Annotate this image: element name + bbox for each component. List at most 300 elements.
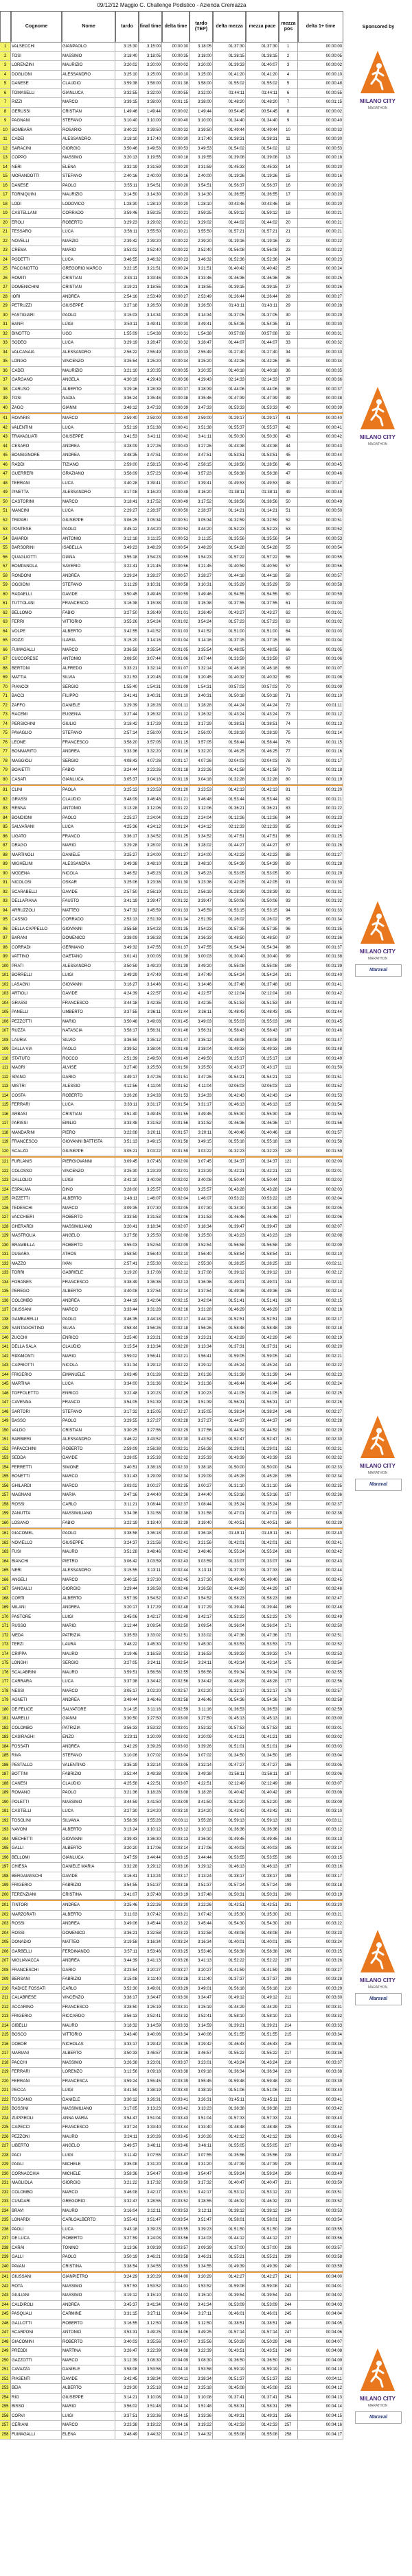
cell-t5: 01:49:12 — [213, 1994, 246, 2003]
cell-t7: 247 — [279, 2328, 298, 2338]
table-row — [0, 311, 343, 321]
cell-t6: 01:55:21 — [246, 2253, 279, 2263]
cell-t6: 01:53:15 — [246, 907, 279, 916]
cell-t7: 116 — [279, 1110, 298, 1120]
cell-t1: 3:15:30 — [115, 43, 139, 52]
table-row — [0, 786, 343, 796]
cell-t1: 3:19:46 — [115, 1650, 139, 1660]
cell-t1: 3:01:41 — [115, 953, 139, 962]
cell-t3: 00:00:32 — [162, 126, 190, 136]
cell-t3: 00:01:22 — [162, 804, 190, 814]
cell-t8: 00:01:03 — [298, 628, 343, 637]
cell-t6: 01:35:29 — [246, 581, 279, 591]
cell-pos: 64 — [0, 628, 11, 637]
cell-t5: 01:54:30 — [213, 1920, 246, 1929]
cell-t6: 01:32:23 — [246, 1147, 279, 1157]
cell-surname: TERZI — [11, 1641, 62, 1650]
cell-name: PAOLA — [62, 786, 115, 796]
table-row — [0, 1380, 343, 1390]
cell-name: FABIO — [62, 609, 115, 619]
cell-t1: 3:46:55 — [115, 256, 139, 265]
cell-t1: 3:16:55 — [115, 2319, 139, 2329]
cell-surname: PAVAN — [11, 2263, 62, 2272]
cell-t8: 00:01:17 — [298, 757, 343, 767]
cell-t1: 3:29:19 — [115, 339, 139, 348]
cell-t5: 01:36:04 — [213, 1622, 246, 1632]
cell-surname: ESPALMA — [11, 1186, 62, 1195]
cell-surname: GRASSI — [11, 999, 62, 1009]
cell-t1: 3:29:39 — [115, 702, 139, 711]
cell-surname: BERGAMASCHI — [11, 1872, 62, 1882]
cell-t4: 3:38:04 — [190, 1045, 213, 1055]
cell-t6: 01:46:01 — [246, 2310, 279, 2319]
table-row — [0, 823, 343, 833]
cell-t1: 3:26:38 — [115, 2059, 139, 2068]
cell-t4: 3:41:50 — [190, 1798, 213, 1808]
table-row — [0, 172, 343, 182]
cell-t4: 3:40:06 — [190, 2031, 213, 2040]
cell-t5: 00:43:46 — [213, 200, 246, 210]
cell-t6: 01:57:22 — [246, 553, 279, 563]
cell-t4: 3:08:44 — [190, 1501, 213, 1510]
cell-pos: 142 — [0, 1352, 11, 1362]
cell-t6: 01:52:51 — [246, 1315, 279, 1325]
cell-t1: 3:56:13 — [115, 2012, 139, 2022]
cell-t3: 00:00:26 — [162, 283, 190, 293]
cell-t5: 01:51:06 — [213, 2086, 246, 2096]
cell-t5: 02:12:04 — [213, 990, 246, 999]
cell-surname: CESARO — [11, 442, 62, 452]
table-row — [0, 1770, 343, 1780]
cell-surname: POZZI — [11, 636, 62, 646]
cell-t5: 00:57:03 — [213, 683, 246, 693]
cell-surname: FERRARI — [11, 2068, 62, 2077]
cell-surname: MARIANI — [11, 2049, 62, 2059]
cell-t7: 65 — [279, 636, 298, 646]
cell-t4: 3:33:02 — [190, 1632, 213, 1641]
table-row — [0, 293, 343, 302]
cell-t1: 3:16:04 — [115, 2207, 139, 2217]
cell-surname: FERRI — [11, 618, 62, 628]
cell-t1: 3:58:09 — [115, 470, 139, 479]
cell-t1: 3:48:22 — [115, 1641, 139, 1650]
runner-icon — [358, 2346, 398, 2394]
cell-t7: 50 — [279, 498, 298, 508]
cell-t5: 01:50:31 — [213, 1891, 246, 1900]
cell-t8: 00:00:29 — [298, 311, 343, 321]
cell-pos: 111 — [0, 1064, 11, 1073]
sponsor-logo-subtitle: MARATHON — [367, 957, 388, 961]
cell-t4: 3:10:31 — [190, 581, 213, 591]
cell-name: LUCA — [62, 2226, 115, 2235]
cell-t2: 3:00:03 — [139, 953, 162, 962]
cell-t1: 3:48:12 — [115, 404, 139, 414]
cell-t2: 3:56:41 — [139, 1352, 162, 1362]
cell-surname: CERIANI — [11, 2421, 62, 2431]
cell-name: MARCO — [62, 1482, 115, 1492]
cell-t1: 4:08:43 — [115, 757, 139, 767]
cell-surname: TOSOLINI — [11, 1817, 62, 1826]
cell-t1: 3:15:08 — [115, 1975, 139, 1985]
cell-t5: 01:28:39 — [213, 888, 246, 898]
cell-name: DAVIDE — [62, 990, 115, 999]
cell-name: GIANLUCA — [62, 1854, 115, 1863]
cell-pos: 203 — [0, 1920, 11, 1929]
cell-t3: 00:00:20 — [162, 191, 190, 200]
cell-t1: 3:51:13 — [115, 1138, 139, 1147]
cell-t5: 01:54:02 — [213, 145, 246, 154]
cell-surname: PAGNANI — [11, 117, 62, 126]
cell-t3: 00:01:25 — [162, 833, 190, 842]
cell-t1: 3:19:58 — [115, 1938, 139, 1948]
cell-name: EMILIO — [62, 1119, 115, 1129]
cell-t8: 00:00:05 — [298, 52, 343, 62]
cell-t1: 3:58:17 — [115, 1027, 139, 1036]
cell-pos: 88 — [0, 851, 11, 861]
cell-t6: 01:46:32 — [246, 2197, 279, 2207]
header-surname: Cognome — [11, 11, 62, 43]
cell-t6: 01:34:30 — [246, 1204, 279, 1214]
cell-t1: 3:52:19 — [115, 424, 139, 433]
cell-t4: 3:25:20 — [190, 357, 213, 367]
cell-t1: 3:29:16 — [115, 385, 139, 395]
cell-t3: 00:03:00 — [162, 1715, 190, 1724]
cell-t4: 3:36:30 — [190, 1835, 213, 1845]
cell-t6: 01:50:29 — [246, 2338, 279, 2348]
cell-name: FAUSTO — [62, 897, 115, 907]
cell-t6: 01:42:21 — [246, 1167, 279, 1177]
cell-t5: 01:48:20 — [213, 98, 246, 108]
cell-surname: BANFI — [11, 320, 62, 330]
cell-t8: 00:03:08 — [298, 1789, 343, 1798]
cell-surname: RACEMI — [11, 711, 62, 720]
cell-name: MASSIMILIANO — [62, 1510, 115, 1519]
cell-t3: 00:03:51 — [162, 2189, 190, 2198]
cell-t5: 01:39:12 — [213, 1269, 246, 1278]
cell-t4: 3:54:24 — [190, 618, 213, 628]
cell-surname: CASIRAGHI — [11, 1733, 62, 1743]
cell-t5: 01:39:15 — [213, 283, 246, 293]
cell-surname: CALDIROLI — [11, 2301, 62, 2311]
cell-t5: 01:42:27 — [213, 2273, 246, 2282]
cell-t6: 01:55:30 — [246, 1110, 279, 1120]
cell-t8: 00:03:47 — [298, 2151, 343, 2161]
cell-name: FRANCESCO — [62, 2123, 115, 2133]
cell-t4: 3:47:49 — [190, 971, 213, 981]
cell-t6: 01:38:31 — [246, 135, 279, 145]
cell-t2: 3:31:28 — [139, 1306, 162, 1315]
cell-pos: 131 — [0, 1250, 11, 1260]
cell-surname: RIPAMONTI — [11, 1352, 62, 1362]
cell-t7: 219 — [279, 2068, 298, 2077]
cell-t5: 01:26:44 — [213, 293, 246, 302]
cell-t1: 3:29:44 — [115, 1585, 139, 1595]
cell-t6: 01:52:23 — [246, 525, 279, 535]
sponsor-logo-text: MILANO CITY — [360, 1463, 396, 1469]
cell-pos: 37 — [0, 376, 11, 385]
cell-surname: SCARPONI — [11, 2328, 62, 2338]
cell-t1: 2:53:13 — [115, 916, 139, 925]
cell-name: ISABELLA — [62, 544, 115, 553]
cell-t8: 00:02:17 — [298, 1315, 343, 1325]
cell-t3: 00:02:30 — [162, 1435, 190, 1445]
cell-t1: 3:33:21 — [115, 665, 139, 674]
cell-pos: 98 — [0, 944, 11, 953]
cell-t5: 01:46:29 — [213, 1306, 246, 1315]
cell-t5: 01:42:29 — [213, 1334, 246, 1344]
cell-t7: 46 — [279, 461, 298, 470]
cell-t1: 3:50:48 — [115, 1018, 139, 1027]
cell-t5: 01:45:28 — [213, 1472, 246, 1482]
cell-t4: 3:10:12 — [190, 1826, 213, 1835]
cell-name: VALENTINO — [62, 1761, 115, 1771]
cell-t4: 3:42:17 — [190, 1613, 213, 1623]
cell-t3: 00:02:37 — [162, 1501, 190, 1510]
cell-surname: DONADIO — [11, 1938, 62, 1948]
cell-name: MARIO — [62, 1352, 115, 1362]
cell-t8: 00:00:25 — [298, 274, 343, 284]
cell-t2: 3:38:19 — [139, 2086, 162, 2096]
cell-t5: 01:46:36 — [213, 274, 246, 284]
cell-t4: 3:31:17 — [190, 1101, 213, 1110]
cell-t7: 63 — [279, 618, 298, 628]
cell-t5: 01:55:30 — [213, 1110, 246, 1120]
cell-t4: 3:55:45 — [190, 2077, 213, 2087]
cell-pos: 150 — [0, 1427, 11, 1436]
table-row — [0, 1872, 343, 1882]
cell-t4: 3:54:23 — [190, 925, 213, 935]
cell-t3: 00:02:11 — [162, 1260, 190, 1269]
cell-t6: 01:46:25 — [246, 748, 279, 757]
cell-t6: 01:51:01 — [246, 1743, 279, 1752]
cell-t5: 01:44:12 — [213, 2234, 246, 2244]
cell-surname: VATTINO — [11, 953, 62, 962]
table-row — [0, 246, 343, 256]
cell-surname: SCALZO — [11, 1147, 62, 1157]
cell-name: EMANUELE — [62, 1371, 115, 1381]
cell-t7: 60 — [279, 591, 298, 600]
cell-t2: 2:56:19 — [139, 888, 162, 898]
cell-t2: 3:25:00 — [139, 71, 162, 80]
cell-t1: 3:05:37 — [115, 776, 139, 785]
cell-t3: 00:01:24 — [162, 823, 190, 833]
cell-t1: 3:26:26 — [115, 1092, 139, 1101]
cell-t4: 2:56:19 — [190, 888, 213, 898]
cell-t1: 3:43:18 — [115, 2226, 139, 2235]
table-row — [0, 348, 343, 358]
cell-t5: 01:30:40 — [213, 953, 246, 962]
cell-name: GREGORIO MARCO — [62, 265, 115, 274]
cell-t1: 1:48:11 — [115, 1195, 139, 1204]
cell-name: PAOLO — [62, 311, 115, 321]
cell-t6: 01:42:23 — [246, 851, 279, 861]
cell-t7: 242 — [279, 2282, 298, 2292]
cell-t5: 01:55:08 — [213, 2431, 246, 2440]
cell-t7: 26 — [279, 274, 298, 284]
cell-t3: 00:01:50 — [162, 1064, 190, 1073]
table-row — [0, 1147, 343, 1157]
cell-t4: 3:29:42 — [190, 2040, 213, 2050]
cell-t2: 3:57:05 — [139, 739, 162, 748]
cell-name: LUCA — [62, 479, 115, 489]
table-row — [0, 2384, 343, 2394]
cell-pos: 168 — [0, 1595, 11, 1604]
cell-t6: 01:44:12 — [246, 2234, 279, 2244]
cell-t4: 3:48:10 — [190, 860, 213, 870]
header-t5: delta mezza — [213, 11, 246, 43]
table-row — [0, 265, 343, 274]
cell-t6: 01:39:54 — [246, 2291, 279, 2301]
cell-t8: 00:04:02 — [298, 2291, 343, 2301]
cell-t3: 00:00:43 — [162, 442, 190, 452]
cell-t6: 01:52:23 — [246, 1613, 279, 1623]
cell-surname: PASQUALI — [11, 2310, 62, 2319]
cell-t2: 3:23:01 — [139, 2059, 162, 2068]
cell-t6: 01:42:29 — [246, 1334, 279, 1344]
cell-surname: FUMAGALLI — [11, 646, 62, 656]
cell-t1: 3:42:29 — [115, 1743, 139, 1752]
cell-t3: 00:00:53 — [162, 535, 190, 545]
cell-t7: 66 — [279, 646, 298, 656]
cell-t8: 00:03:04 — [298, 1752, 343, 1761]
cell-surname: DALLOLIO — [11, 1176, 62, 1186]
cell-pos: 15 — [0, 172, 11, 182]
cell-t4: 3:17:29 — [190, 1603, 213, 1613]
cell-pos: 163 — [0, 1548, 11, 1558]
cell-t8: 00:02:13 — [298, 1278, 343, 1288]
cell-t3: 00:03:23 — [162, 1929, 190, 1939]
cell-t2: 3:15:10 — [139, 2291, 162, 2301]
cell-name: FRANCO — [62, 1398, 115, 1408]
cell-t4: 3:34:52 — [190, 833, 213, 842]
cell-t3: 00:03:36 — [162, 2049, 190, 2059]
cell-t3: 00:04:05 — [162, 2319, 190, 2329]
cell-t4: 3:21:56 — [190, 1539, 213, 1549]
table-row — [0, 1315, 343, 1325]
cell-t6: 01:55:05 — [246, 2142, 279, 2151]
cell-t8: 00:01:09 — [298, 683, 343, 693]
cell-t5: 01:35:56 — [213, 535, 246, 545]
cell-t3: 00:03:04 — [162, 1752, 190, 1761]
cell-t5: 01:53:44 — [213, 796, 246, 805]
cell-t3: 00:00:57 — [162, 572, 190, 582]
cell-t7: 120 — [279, 1147, 298, 1157]
cell-t5: 01:47:27 — [213, 1761, 246, 1771]
cell-t6: 01:40:03 — [246, 1844, 279, 1854]
cell-t2: 3:28:27 — [139, 572, 162, 582]
cell-t5: 01:53:33 — [213, 404, 246, 414]
cell-pos: 229 — [0, 2160, 11, 2170]
cell-t5: 01:44:07 — [213, 339, 246, 348]
table-row — [0, 628, 343, 637]
cell-t3: 00:01:40 — [162, 971, 190, 981]
cell-t8: 00:03:49 — [298, 2170, 343, 2180]
table-row — [0, 1881, 343, 1891]
cell-name: MAURO — [62, 1669, 115, 1678]
cell-name: MASSIMO — [62, 1798, 115, 1808]
cell-pos: 110 — [0, 1055, 11, 1064]
table-row — [0, 916, 343, 925]
table-row — [0, 1334, 343, 1344]
cell-t4: 3:45:59 — [190, 907, 213, 916]
cell-t1: 3:28:00 — [115, 1186, 139, 1195]
cell-t8: 00:01:04 — [298, 636, 343, 646]
cell-name: NATASCIA — [62, 1027, 115, 1036]
cell-t8: 00:04:12 — [298, 2384, 343, 2394]
cell-t4: 3:47:26 — [190, 1073, 213, 1083]
cell-surname: CUCCORESE — [11, 655, 62, 665]
cell-t7: 44 — [279, 442, 298, 452]
cell-t7: 182 — [279, 1724, 298, 1734]
cell-name: MARIO — [62, 246, 115, 256]
cell-pos: 182 — [0, 1724, 11, 1734]
cell-t5: 01:52:23 — [213, 525, 246, 535]
cell-t3: 00:02:12 — [162, 1269, 190, 1278]
cell-t5: 01:45:11 — [213, 2096, 246, 2106]
cell-t4: 3:09:18 — [190, 2068, 213, 2077]
cell-name: FRANCESCO — [62, 599, 115, 609]
cell-t5: 01:36:53 — [213, 1706, 246, 1715]
cell-pos: 81 — [0, 786, 11, 796]
cell-t3: 00:01:38 — [162, 80, 190, 89]
table-row — [0, 461, 343, 470]
cell-t3: 00:02:33 — [162, 1464, 190, 1473]
cell-surname: DOMENICHINI — [11, 283, 62, 293]
table-row — [0, 1678, 343, 1687]
cell-pos: 197 — [0, 1863, 11, 1872]
cell-t7: 224 — [279, 2114, 298, 2124]
cell-t6: 01:48:05 — [246, 646, 279, 656]
table-row — [0, 191, 343, 200]
table-row — [0, 1250, 343, 1260]
cell-t8: 00:00:02 — [298, 108, 343, 117]
table-row — [0, 1472, 343, 1482]
cell-t1: 3:59:02 — [115, 1352, 139, 1362]
cell-surname: GIUSSANI — [11, 2273, 62, 2282]
cell-pos: 13 — [0, 154, 11, 163]
cell-t2: 3:23:21 — [139, 1334, 162, 1344]
cell-t6: 01:42:27 — [246, 2273, 279, 2282]
cell-t8: 00:02:56 — [298, 1678, 343, 1687]
cell-t4: 3:49:46 — [190, 591, 213, 600]
table-row — [0, 999, 343, 1009]
cell-t6: 01:28:56 — [246, 461, 279, 470]
cell-t6: 01:57:21 — [246, 228, 279, 237]
cell-t8: 00:02:52 — [298, 1641, 343, 1650]
cell-t4: 3:20:27 — [190, 1966, 213, 1976]
cell-t3: 00:00:59 — [162, 591, 190, 600]
table-row — [0, 748, 343, 757]
table-row — [0, 219, 343, 228]
cell-t7: 183 — [279, 1733, 298, 1743]
table-row — [0, 442, 343, 452]
cell-t3: 00:03:17 — [162, 1872, 190, 1882]
cell-name: MARIO — [62, 1622, 115, 1632]
cell-t5: 01:54:34 — [213, 944, 246, 953]
cell-t1: 3:47:16 — [115, 1491, 139, 1501]
cell-t4: 2:39:20 — [190, 237, 213, 247]
cell-pos: 14 — [0, 163, 11, 173]
table-row — [0, 702, 343, 711]
cell-pos: 185 — [0, 1752, 11, 1761]
table-row — [0, 498, 343, 508]
table-row — [0, 1204, 343, 1214]
cell-t2: 3:51:39 — [139, 1398, 162, 1408]
cell-t1: 3:41:59 — [115, 2086, 139, 2096]
cell-pos: 76 — [0, 739, 11, 748]
cell-t3: 00:03:08 — [162, 1789, 190, 1798]
cell-t1: 3:22:08 — [115, 1129, 139, 1138]
